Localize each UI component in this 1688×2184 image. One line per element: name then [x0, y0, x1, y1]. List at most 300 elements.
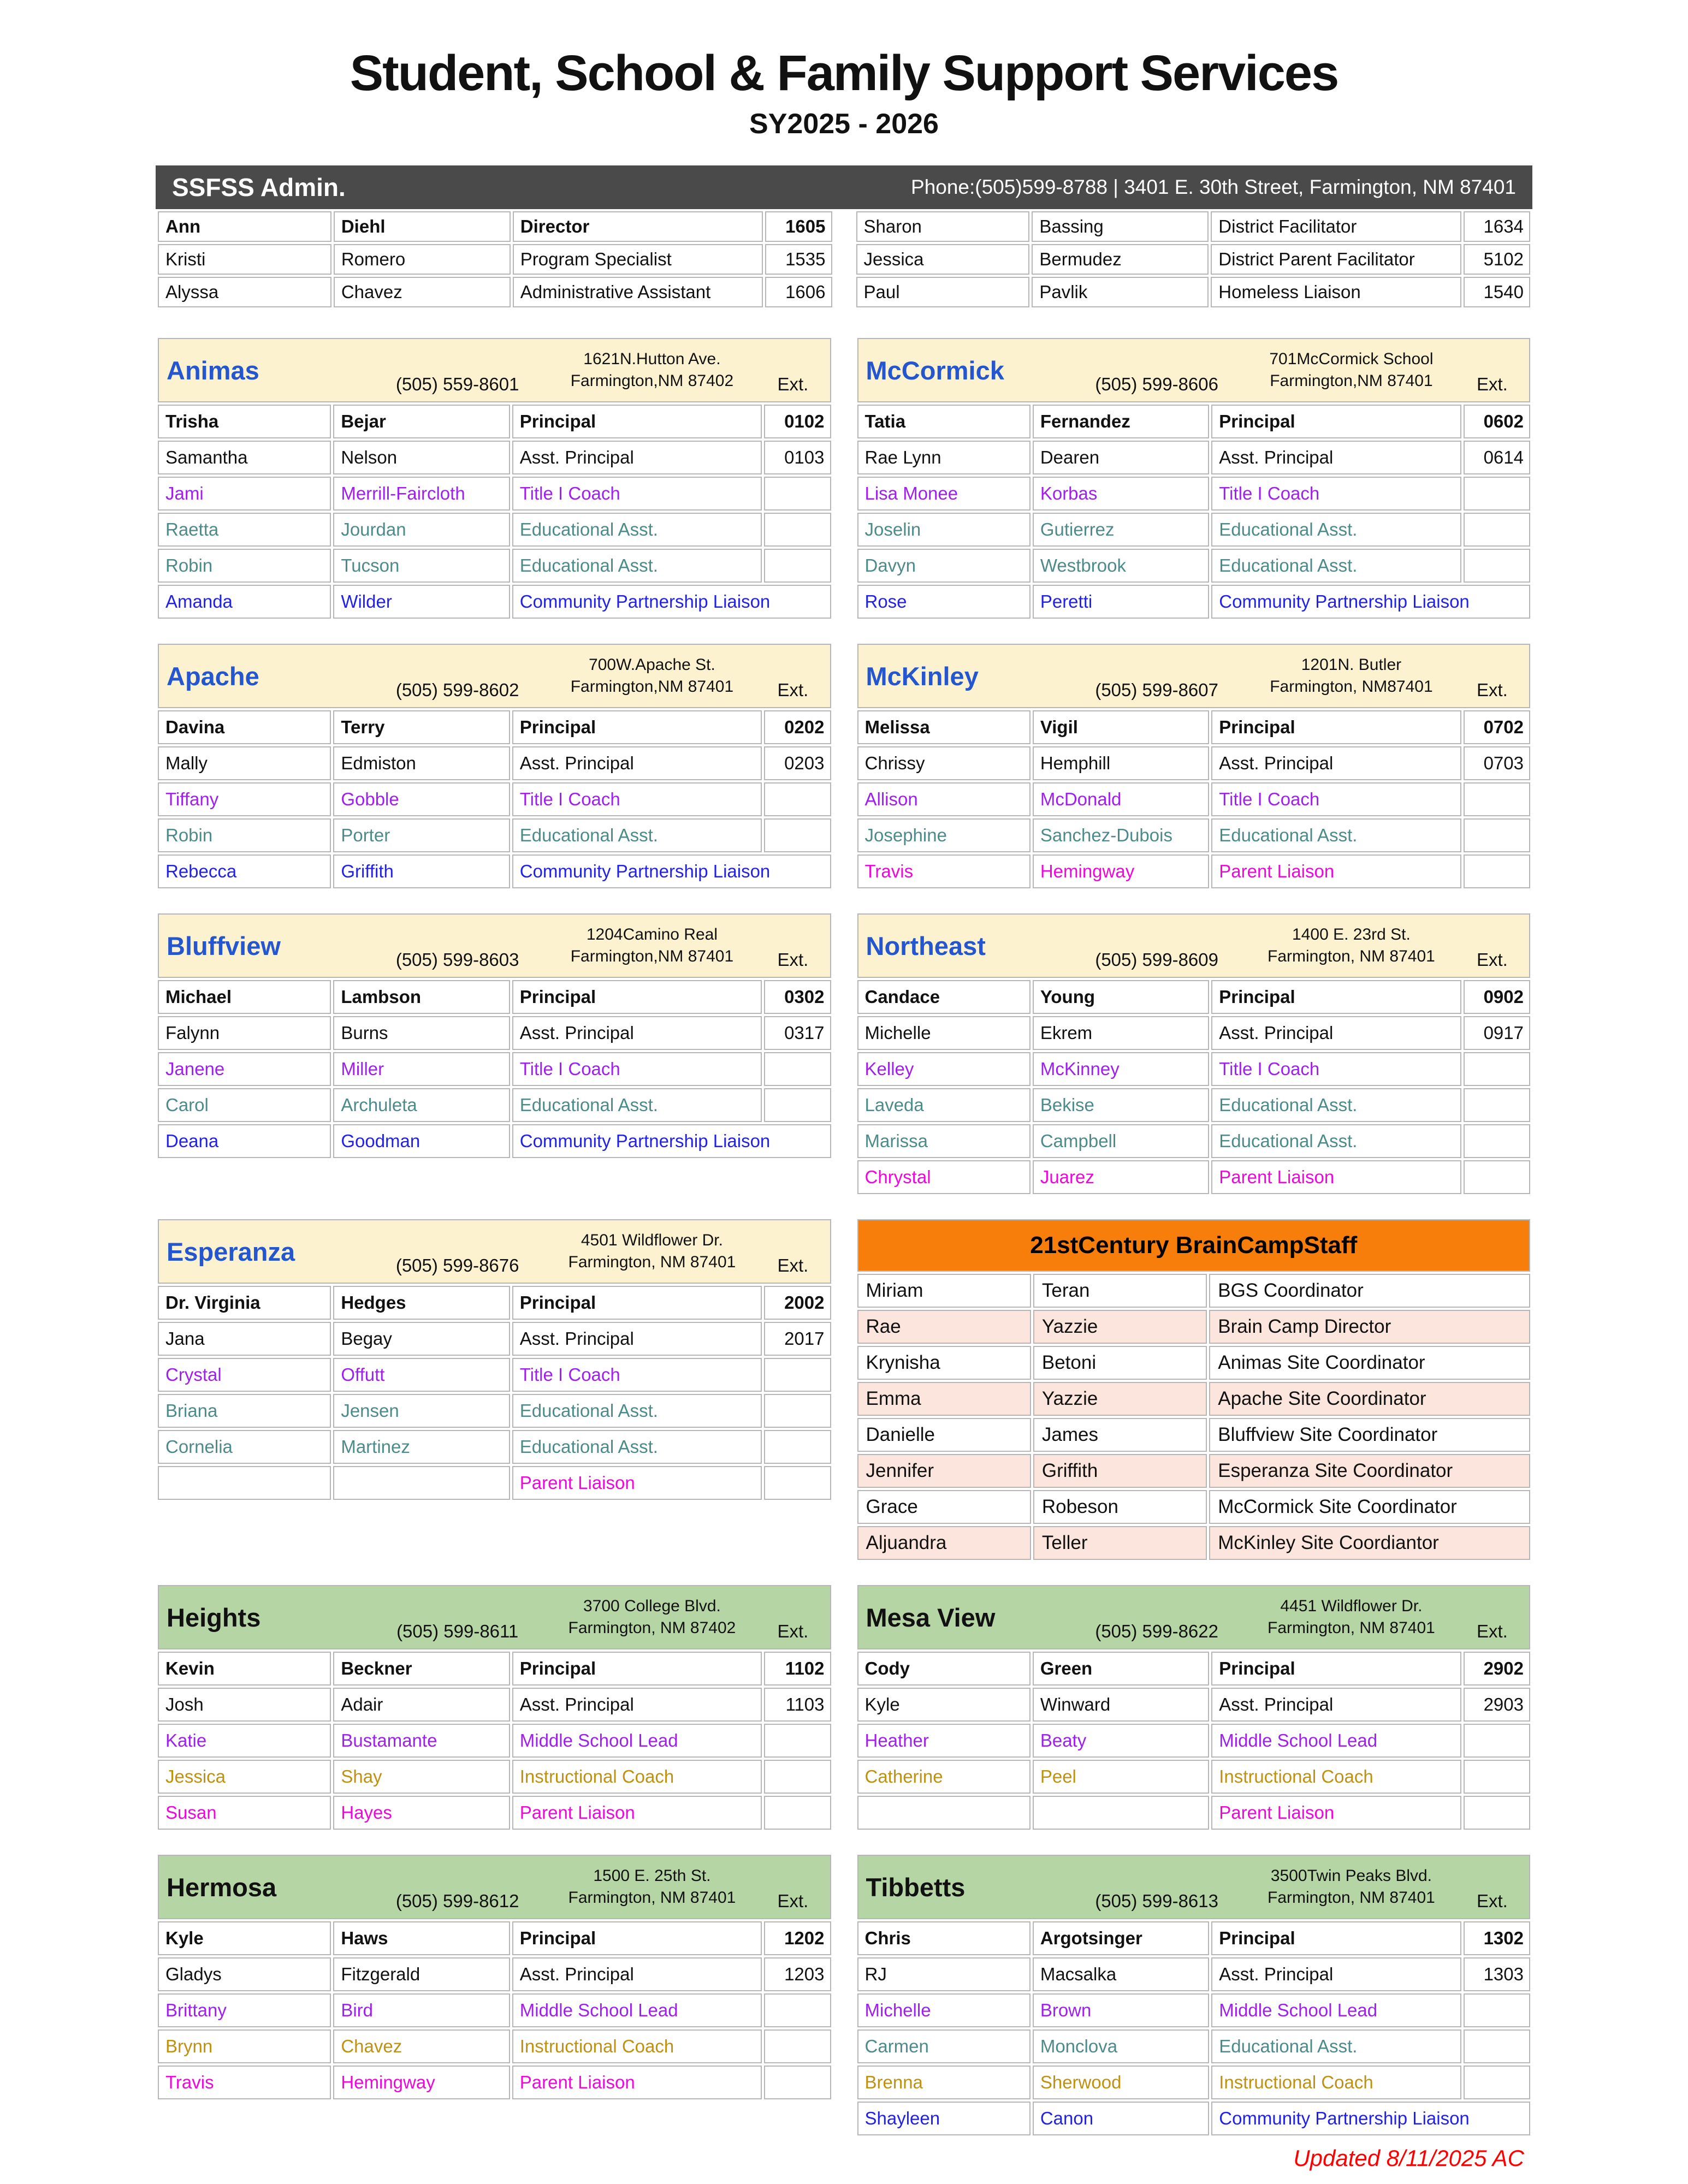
ext-cell: 2903 — [1464, 1688, 1530, 1722]
first-name-cell: Gladys — [158, 1957, 331, 1991]
staff-row — [857, 782, 1531, 816]
school-address-line1: 1400 E. 23rd St. — [1292, 925, 1411, 943]
role-cell: Director — [513, 211, 763, 242]
last-name-cell: Shay — [333, 1760, 510, 1794]
last-name-cell: Haws — [333, 1921, 510, 1955]
role-cell: Educational Asst. — [1211, 513, 1461, 547]
school-header — [857, 1585, 1531, 1649]
staff-row — [158, 277, 832, 307]
role-cell: Instructional Coach — [512, 1760, 762, 1794]
school-phone: (505) 599-8676 — [395, 1255, 519, 1275]
first-name-cell: Robin — [158, 818, 331, 852]
school-name: Animas — [167, 355, 259, 385]
school-address — [1247, 339, 1455, 401]
admin-contact-info: Phone:(505)599-8788 | 3401 E. 30th Street, Farmington, NM 87401 — [911, 176, 1516, 198]
role-cell: Educational Asst. — [512, 549, 762, 583]
role-cell: Title I Coach — [512, 782, 762, 816]
first-name-cell: Mally — [158, 746, 331, 780]
last-name-cell: Hemingway — [333, 2066, 510, 2099]
school-address — [548, 1856, 756, 1918]
school-address-line2: Farmington,NM 87401 — [570, 678, 734, 696]
role-cell: Educational Asst. — [1211, 1124, 1461, 1158]
last-name-cell: Hemphill — [1033, 746, 1209, 780]
school-name: Hermosa — [167, 1872, 277, 1902]
ext-cell: 0203 — [764, 746, 831, 780]
first-name-cell: Josh — [158, 1688, 331, 1722]
last-name-cell: Ekrem — [1033, 1016, 1209, 1050]
first-name-cell: Joselin — [857, 513, 1030, 547]
school-address-line2: Farmington,NM 87401 — [1270, 372, 1433, 390]
ext-cell: 1102 — [764, 1652, 831, 1686]
school-address-line2: Farmington,NM 87402 — [570, 372, 734, 390]
role-cell: Middle School Lead — [1211, 1993, 1461, 2027]
ext-cell — [1464, 1993, 1530, 2027]
staff-row — [857, 1454, 1531, 1488]
school-name: Apache — [167, 661, 259, 691]
role-cell: Middle School Lead — [512, 1724, 762, 1758]
first-name-cell: Susan — [158, 1796, 331, 1830]
staff-row — [158, 2029, 831, 2063]
role-cell: Principal — [1211, 980, 1461, 1014]
staff-row — [857, 1382, 1531, 1416]
role-cell: Educational Asst. — [512, 513, 762, 547]
last-name-cell: McDonald — [1033, 782, 1209, 816]
staff-row — [158, 405, 831, 438]
school-table-bluffview — [156, 911, 833, 1160]
role-cell: Administrative Assistant — [513, 277, 763, 307]
last-name-cell: Korbas — [1033, 477, 1209, 511]
role-cell: Educational Asst. — [1211, 549, 1461, 583]
role-cell: District Facilitator — [1211, 211, 1461, 242]
staff-row — [158, 477, 831, 511]
last-name-cell: Martinez — [333, 1430, 510, 1464]
role-cell: Title I Coach — [512, 477, 762, 511]
last-name-cell: Nelson — [333, 441, 510, 474]
role-cell: Parent Liaison — [512, 1796, 762, 1830]
school-name: McKinley — [866, 661, 979, 691]
first-name-cell: Jessica — [158, 1760, 331, 1794]
ext-cell — [764, 1993, 831, 2027]
school-address-line1: 701McCormick School — [1269, 350, 1434, 368]
ext-cell — [764, 2066, 831, 2099]
last-name-cell: Goodman — [333, 1124, 510, 1158]
school-address-line1: 1201N. Butler — [1301, 656, 1402, 674]
school-phone: (505) 559-8601 — [395, 374, 519, 394]
first-name-cell: Chris — [857, 1921, 1030, 1955]
ext-cell — [1464, 782, 1530, 816]
ext-cell: 0703 — [1464, 746, 1530, 780]
staff-row — [158, 1322, 831, 1356]
last-name-cell: Sherwood — [1033, 2066, 1209, 2099]
role-cell: McKinley Site Coordiantor — [1209, 1526, 1530, 1560]
ext-cell: 1203 — [764, 1957, 831, 1991]
school-tables-grid — [156, 336, 1532, 2138]
ext-header-label: Ext. — [1476, 1891, 1508, 1911]
school-table-esperanza — [156, 1217, 833, 1502]
staff-row — [857, 1310, 1531, 1344]
last-name-cell: Beckner — [333, 1652, 510, 1686]
school-phone: (505) 599-8609 — [1095, 949, 1218, 970]
role-cell: Apache Site Coordinator — [1209, 1382, 1530, 1416]
school-phone: (505) 599-8611 — [396, 1621, 519, 1641]
staff-row — [158, 2066, 831, 2099]
last-name-cell: Canon — [1033, 2102, 1209, 2135]
school-name: Bluffview — [167, 931, 281, 960]
first-name-cell: Allison — [857, 782, 1030, 816]
first-name-cell: Grace — [857, 1490, 1031, 1524]
staff-row — [158, 980, 831, 1014]
role-cell: Principal — [512, 1652, 762, 1686]
last-name-cell: Chavez — [333, 2029, 510, 2063]
last-name-cell: Bekise — [1033, 1088, 1209, 1122]
last-name-cell: Bustamante — [333, 1724, 510, 1758]
last-name-cell: Jensen — [333, 1394, 510, 1428]
role-cell: Asst. Principal — [1211, 1016, 1461, 1050]
first-name-cell: RJ — [857, 1957, 1030, 1991]
first-name-cell: Briana — [158, 1394, 331, 1428]
staff-row — [158, 1430, 831, 1464]
role-cell: Educational Asst. — [1211, 1088, 1461, 1122]
role-cell: Asst. Principal — [512, 1957, 762, 1991]
role-cell: Asst. Principal — [512, 1016, 762, 1050]
first-name-cell: Trisha — [158, 405, 331, 438]
last-name-cell: Dearen — [1033, 441, 1209, 474]
school-address-line2: Farmington, NM87401 — [1270, 678, 1433, 696]
staff-row — [857, 2029, 1531, 2063]
staff-row — [158, 1394, 831, 1428]
ext-cell: 0202 — [764, 710, 831, 744]
last-name-cell: Edmiston — [333, 746, 510, 780]
ext-cell — [764, 513, 831, 547]
first-name-cell: Josephine — [857, 818, 1030, 852]
role-cell: Parent Liaison — [1211, 1796, 1461, 1830]
staff-row — [158, 1921, 831, 1955]
first-name-cell: Chrystal — [857, 1160, 1030, 1194]
school-address-line2: Farmington, NM 87401 — [568, 1253, 736, 1271]
first-name-cell: Davyn — [857, 549, 1030, 583]
first-name-cell: Crystal — [158, 1358, 331, 1392]
staff-row — [857, 1921, 1531, 1955]
staff-row — [857, 1796, 1531, 1830]
role-cell: Title I Coach — [512, 1358, 762, 1392]
last-name-cell: Gutierrez — [1033, 513, 1209, 547]
last-name-cell: Terry — [333, 710, 510, 744]
first-name-cell: Rebecca — [158, 854, 331, 888]
role-cell: Principal — [1211, 710, 1461, 744]
first-name-cell: Travis — [158, 2066, 331, 2099]
last-name-cell: Monclova — [1033, 2029, 1209, 2063]
first-name-cell: Kelley — [857, 1052, 1030, 1086]
last-name-cell: Fitzgerald — [333, 1957, 510, 1991]
last-name-cell: Hedges — [333, 1286, 510, 1320]
first-name-cell: Emma — [857, 1382, 1031, 1416]
school-header — [158, 1855, 831, 1919]
ext-cell — [1464, 2029, 1530, 2063]
staff-row — [158, 818, 831, 852]
last-name-cell: Peretti — [1033, 585, 1209, 619]
admin-title: SSFSS Admin. — [172, 173, 346, 201]
role-cell: Educational Asst. — [512, 1394, 762, 1428]
last-name-cell: Miller — [333, 1052, 510, 1086]
school-address-line2: Farmington, NM 87401 — [1268, 1619, 1435, 1637]
braincamp-title: 21stCentury BrainCampStaff — [857, 1219, 1531, 1272]
last-name-cell: Chavez — [334, 277, 511, 307]
school-address — [1247, 915, 1455, 977]
school-name: Heights — [167, 1603, 261, 1632]
last-name-cell: Porter — [333, 818, 510, 852]
role-cell: Instructional Coach — [512, 2029, 762, 2063]
ext-cell — [764, 1394, 831, 1428]
first-name-cell — [158, 1466, 331, 1500]
ext-header-label: Ext. — [1476, 949, 1508, 970]
staff-row — [857, 854, 1531, 888]
staff-row — [158, 513, 831, 547]
first-name-cell: Dr. Virginia — [158, 1286, 331, 1320]
ext-cell — [1464, 1760, 1530, 1794]
school-header — [158, 338, 831, 402]
school-header-layout — [858, 1856, 1530, 1918]
last-name-cell: Gobble — [333, 782, 510, 816]
first-name-cell: Danielle — [857, 1418, 1031, 1452]
ext-cell: 1303 — [1464, 1957, 1530, 1991]
staff-row — [158, 1688, 831, 1722]
ext-cell: 0102 — [764, 405, 831, 438]
staff-row — [857, 585, 1531, 619]
school-address-line2: Farmington, NM 87401 — [1268, 947, 1435, 965]
page-title: Student, School & Family Support Services — [350, 45, 1338, 101]
last-name-cell: Yazzie — [1033, 1382, 1207, 1416]
school-header-row — [158, 644, 831, 708]
first-name-cell: Michelle — [857, 1016, 1030, 1050]
role-cell: Middle School Lead — [1211, 1724, 1461, 1758]
school-table-tibbetts — [855, 1853, 1533, 2138]
school-header-layout — [159, 339, 830, 401]
updated-note: Updated 8/11/2025 AC — [1293, 2145, 1524, 2171]
last-name-cell: Jourdan — [333, 513, 510, 547]
school-header-row — [857, 644, 1531, 708]
staff-row — [158, 1088, 831, 1122]
school-address — [548, 1220, 756, 1283]
ext-cell: 0602 — [1464, 405, 1530, 438]
school-header-layout — [858, 645, 1530, 707]
school-header-layout — [858, 915, 1530, 977]
first-name-cell: Melissa — [857, 710, 1030, 744]
first-name-cell: Jennifer — [857, 1454, 1031, 1488]
school-name: Mesa View — [866, 1603, 996, 1632]
first-name-cell: Carmen — [857, 2029, 1030, 2063]
first-name-cell: Brenna — [857, 2066, 1030, 2099]
first-name-cell: Jessica — [856, 244, 1030, 275]
school-address — [1247, 645, 1455, 707]
last-name-cell: Bassing — [1032, 211, 1209, 242]
ext-cell: 0103 — [764, 441, 831, 474]
role-cell: Principal — [512, 405, 762, 438]
staff-row — [857, 477, 1531, 511]
ext-cell: 2002 — [764, 1286, 831, 1320]
first-name-cell: Laveda — [857, 1088, 1030, 1122]
staff-row — [857, 1016, 1531, 1050]
ext-cell — [764, 1760, 831, 1794]
last-name-cell: Tucson — [333, 549, 510, 583]
school-address-line1: 1204Camino Real — [586, 925, 718, 943]
school-header-row — [857, 1855, 1531, 1919]
last-name-cell: Griffith — [333, 854, 510, 888]
ext-cell: 0902 — [1464, 980, 1530, 1014]
ext-cell — [764, 1088, 831, 1122]
ext-cell — [764, 818, 831, 852]
last-name-cell: Young — [1033, 980, 1209, 1014]
ext-cell — [764, 1430, 831, 1464]
school-address-line1: 3700 College Blvd. — [583, 1597, 721, 1615]
school-header — [857, 644, 1531, 708]
school-header — [857, 913, 1531, 978]
school-phone: (505) 599-8602 — [395, 680, 519, 700]
admin-table-left — [156, 209, 834, 310]
last-name-cell: Hayes — [333, 1796, 510, 1830]
ext-cell — [1464, 1796, 1530, 1830]
ext-cell — [764, 1466, 831, 1500]
last-name-cell: McKinney — [1033, 1052, 1209, 1086]
staff-row — [856, 244, 1531, 275]
staff-row — [857, 2102, 1531, 2135]
first-name-cell: Deana — [158, 1124, 331, 1158]
role-cell: Educational Asst. — [512, 818, 762, 852]
first-name-cell: Jana — [158, 1322, 331, 1356]
ext-cell: 0317 — [764, 1016, 831, 1050]
first-name-cell: Kevin — [158, 1652, 331, 1686]
ext-header-label: Ext. — [1476, 374, 1508, 394]
school-address-line1: 4451 Wildflower Dr. — [1280, 1597, 1423, 1615]
ext-header-label: Ext. — [777, 680, 809, 700]
school-phone: (505) 599-8612 — [395, 1891, 519, 1911]
role-cell: Esperanza Site Coordinator — [1209, 1454, 1530, 1488]
ext-cell — [1464, 1052, 1530, 1086]
ext-cell — [764, 1796, 831, 1830]
school-header-row — [857, 1585, 1531, 1649]
first-name-cell: Cody — [857, 1652, 1030, 1686]
last-name-cell: Wilder — [333, 585, 510, 619]
staff-row — [857, 818, 1531, 852]
school-header-row — [158, 913, 831, 978]
staff-row — [857, 2066, 1531, 2099]
school-header-row — [857, 913, 1531, 978]
staff-row — [158, 1286, 831, 1320]
staff-row — [158, 211, 832, 242]
school-table-mccormick — [855, 336, 1533, 621]
staff-row — [158, 854, 831, 888]
role-cell: Asst. Principal — [1211, 441, 1461, 474]
last-name-cell: James — [1033, 1418, 1207, 1452]
role-cell: Asst. Principal — [1211, 1688, 1461, 1722]
role-cell: Asst. Principal — [512, 441, 762, 474]
first-name-cell: Brittany — [158, 1993, 331, 2027]
last-name-cell: Betoni — [1033, 1346, 1207, 1380]
staff-row — [857, 1724, 1531, 1758]
school-header-layout — [159, 645, 830, 707]
first-name-cell: Ann — [158, 211, 331, 242]
last-name-cell: Archuleta — [333, 1088, 510, 1122]
last-name-cell: Fernandez — [1033, 405, 1209, 438]
school-address-line1: 1621N.Hutton Ave. — [583, 350, 721, 368]
admin-header-bar — [156, 165, 1532, 209]
last-name-cell: Macsalka — [1033, 1957, 1209, 1991]
staff-row — [158, 1466, 831, 1500]
school-header — [158, 913, 831, 978]
staff-row — [856, 211, 1531, 242]
staff-row — [158, 710, 831, 744]
first-name-cell: Kyle — [857, 1688, 1030, 1722]
ext-cell — [1464, 2066, 1530, 2099]
first-name-cell: Cornelia — [158, 1430, 331, 1464]
ext-cell — [1464, 1160, 1530, 1194]
ext-cell: 2902 — [1464, 1652, 1530, 1686]
staff-row — [857, 1993, 1531, 2027]
role-cell: Animas Site Coordinator — [1209, 1346, 1530, 1380]
ext-cell: 1605 — [765, 211, 832, 242]
school-address — [548, 1586, 756, 1648]
staff-row — [158, 441, 831, 474]
staff-row — [857, 1088, 1531, 1122]
staff-row — [857, 405, 1531, 438]
school-header-layout — [159, 1586, 830, 1648]
school-header-row — [158, 338, 831, 402]
ext-cell: 0614 — [1464, 441, 1530, 474]
staff-row — [857, 1124, 1531, 1158]
ext-header-label: Ext. — [777, 1621, 809, 1641]
staff-row — [857, 513, 1531, 547]
staff-row — [158, 1957, 831, 1991]
role-cell: Title I Coach — [512, 1052, 762, 1086]
last-name-cell: Beaty — [1033, 1724, 1209, 1758]
role-cell: Title I Coach — [1211, 477, 1461, 511]
braincamp-table — [855, 1217, 1533, 1562]
staff-row — [857, 1346, 1531, 1380]
last-name-cell: Begay — [333, 1322, 510, 1356]
last-name-cell: Brown — [1033, 1993, 1209, 2027]
admin-table-right — [854, 209, 1533, 310]
first-name-cell: Sharon — [856, 211, 1030, 242]
school-header — [857, 1855, 1531, 1919]
role-cell: Parent Liaison — [512, 1466, 762, 1500]
school-table-heights — [156, 1583, 833, 1832]
role-cell: Instructional Coach — [1211, 2066, 1461, 2099]
staff-row — [857, 1526, 1531, 1560]
first-name-cell: Shayleen — [857, 2102, 1030, 2135]
role-cell: District Parent Facilitator — [1211, 244, 1461, 275]
ext-header-label: Ext. — [777, 949, 809, 970]
ext-cell — [764, 782, 831, 816]
page-subtitle: SY2025 - 2026 — [749, 108, 939, 140]
braincamp-header-row — [857, 1219, 1531, 1272]
ext-cell: 1540 — [1464, 277, 1530, 307]
last-name-cell: Green — [1033, 1652, 1209, 1686]
first-name-cell: Alyssa — [158, 277, 331, 307]
first-name-cell: Rae Lynn — [857, 441, 1030, 474]
school-name: Northeast — [866, 931, 986, 960]
school-address-line2: Farmington,NM 87401 — [570, 947, 734, 965]
role-cell: Homeless Liaison — [1211, 277, 1461, 307]
school-phone: (505) 599-8622 — [1095, 1621, 1218, 1641]
school-header-row — [158, 1585, 831, 1649]
role-cell: Principal — [512, 710, 762, 744]
first-name-cell: Tatia — [857, 405, 1030, 438]
staff-row — [857, 1274, 1531, 1308]
role-cell: Principal — [1211, 1921, 1461, 1955]
school-name: Tibbetts — [866, 1872, 966, 1902]
staff-row — [857, 549, 1531, 583]
staff-row — [158, 1993, 831, 2027]
role-cell: Principal — [512, 980, 762, 1014]
